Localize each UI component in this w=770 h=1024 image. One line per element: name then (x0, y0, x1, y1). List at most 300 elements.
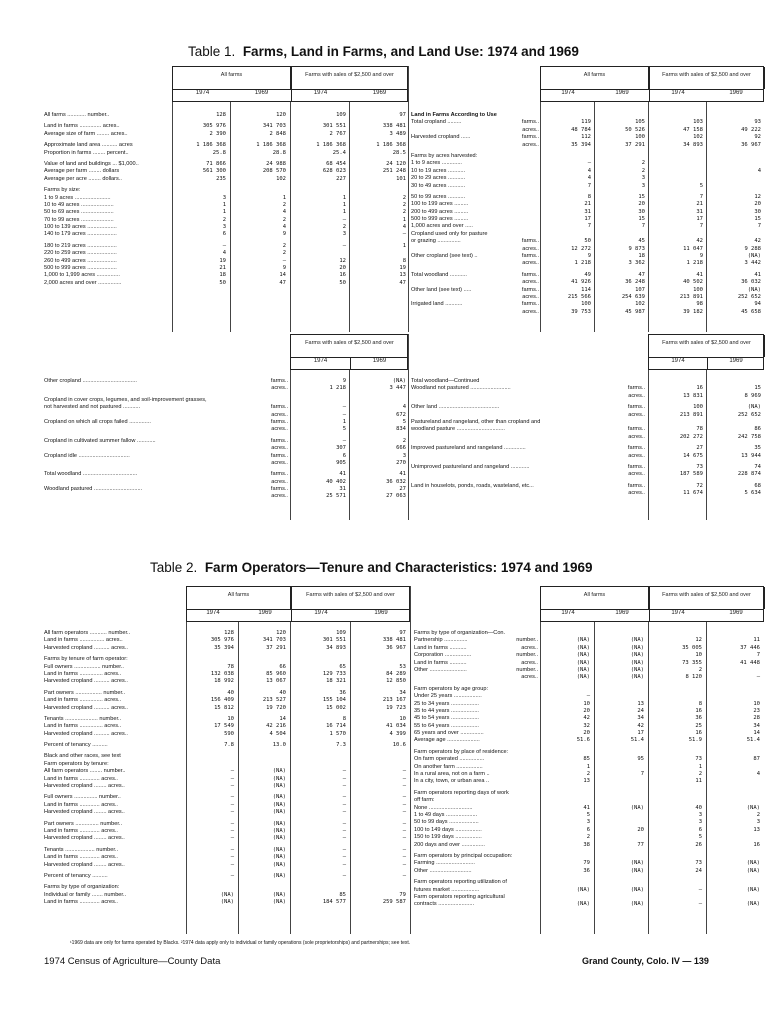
cell-value: 7 (641, 223, 645, 230)
cell-value: 8 (698, 700, 702, 707)
cell-value: 15 (754, 216, 761, 223)
table-row (44, 471, 410, 478)
cell-value: 7 (699, 223, 703, 230)
table-row (414, 737, 766, 744)
cell-value: 71 866 (206, 160, 226, 167)
cell-value: 78 (696, 426, 703, 433)
cell-value: 7.3 (336, 742, 346, 749)
cell-value: 590 (224, 730, 234, 737)
cell-value: (NA) (272, 854, 286, 861)
row-label: Land in farms ............. acres.. (44, 775, 118, 782)
cell-value: – (756, 674, 760, 681)
row-label: Land in farms .............. acres.. (44, 123, 120, 130)
cell-value: 49 (584, 271, 591, 278)
row-label: Farms by acres harvested: (411, 152, 478, 159)
row-label: Other land (see text) ..... (411, 286, 472, 293)
table-row (44, 195, 410, 202)
cell-value: 31 (339, 486, 346, 493)
cell-value: 26 (695, 841, 702, 848)
cell-value: 1 570 (329, 730, 346, 737)
cell-value: 119 (581, 119, 591, 126)
year-1969: 1969 (729, 610, 743, 616)
table-row (44, 854, 410, 861)
row-label: Farm operators by place of residence: (414, 748, 509, 755)
cell-value: 112 (581, 134, 591, 141)
cell-value: 114 (581, 286, 591, 293)
row-label: Average per acre ........ dollars.. (44, 175, 122, 182)
row-label: not harvested and not pastured ........... (44, 404, 141, 411)
table-row (411, 301, 765, 308)
cell-value: 2 (698, 666, 702, 673)
cell-value: (NA) (272, 801, 286, 808)
row-label: 150 to 199 days ................. (414, 834, 482, 841)
cell-value: 87 (753, 756, 760, 763)
cell-value: 41 (339, 471, 346, 478)
table-row (414, 853, 766, 860)
cell-value: – (342, 835, 346, 842)
cell-value: 672 (396, 411, 406, 418)
table-row (414, 778, 766, 785)
header-sales (291, 67, 409, 89)
cell-value: 1 (342, 194, 346, 201)
row-unit: acres.. (522, 293, 539, 300)
row-unit: number.. (516, 666, 538, 673)
cell-value: 5 (342, 426, 346, 433)
cell-value: 41 448 (740, 659, 760, 666)
cell-value: (NA) (272, 768, 286, 775)
cell-value: (NA) (630, 886, 644, 893)
cell-value: 13 944 (741, 452, 761, 459)
table-row (44, 385, 410, 392)
cell-value: 9 (699, 253, 703, 260)
row-unit: acres.. (271, 493, 288, 500)
row-unit: acres.. (521, 659, 538, 666)
row-label: 30 to 49 acres ........... (411, 182, 466, 189)
cell-value: – (402, 231, 406, 238)
table-row (414, 660, 766, 667)
cell-value: 5 634 (744, 490, 761, 497)
cell-value: 100 (581, 301, 591, 308)
table-row (44, 131, 410, 138)
cell-value: 36 248 (625, 279, 645, 286)
cell-value: 18 321 (326, 678, 346, 685)
cell-value: 11 674 (683, 490, 703, 497)
row-label: Harvested cropland ........ acres.. (44, 861, 125, 868)
cell-value: 7 (587, 182, 591, 189)
cell-value: 24 (695, 867, 702, 874)
row-label: 50 to 99 acres ........... (411, 193, 466, 200)
table-row (44, 217, 410, 224)
cell-value: 11 (695, 778, 702, 785)
cell-value: – (230, 846, 234, 853)
cell-value: – (342, 242, 346, 249)
table-row (44, 187, 410, 194)
t1-right2-header (648, 334, 764, 370)
table-row (414, 819, 766, 826)
table-row (411, 119, 765, 126)
cell-value: 16 (753, 841, 760, 848)
cell-value: 18 (219, 272, 226, 279)
t2-right-header (540, 586, 764, 622)
cell-value: (NA) (272, 783, 286, 790)
table-row (411, 464, 765, 471)
row-label: 100 to 139 acres ................... (44, 224, 117, 231)
cell-value: 77 (637, 841, 644, 848)
cell-value: 341 703 (262, 637, 286, 644)
header-label: Farms with sales of $2,500 and over (662, 592, 751, 598)
cell-value: – (282, 257, 286, 264)
cell-value: 51.9 (688, 737, 702, 744)
cell-value: – (342, 404, 346, 411)
cell-value: 228 874 (737, 471, 761, 478)
table-row (44, 847, 410, 854)
cell-value: 2 (342, 224, 346, 231)
cell-value: 40 402 (326, 478, 346, 485)
cell-value: (NA) (630, 659, 644, 666)
header-sales (649, 67, 765, 89)
table-row (411, 378, 765, 385)
cell-value: – (342, 809, 346, 816)
table-row (44, 828, 410, 835)
cell-value: 251 248 (382, 168, 406, 175)
cell-value: 2 (641, 167, 645, 174)
header-label: Farms with sales of $2,500 and over (306, 592, 395, 598)
row-unit: farms.. (521, 238, 539, 245)
row-unit: acres.. (522, 141, 539, 148)
cell-value: (NA) (630, 860, 644, 867)
row-label: Land in Farms According to Use (411, 112, 497, 118)
t2-left-body (44, 630, 410, 907)
header-all-farms (541, 67, 649, 89)
cell-value: 28 (753, 715, 760, 722)
cell-value: 7 (640, 771, 644, 778)
table-row (411, 412, 765, 419)
cell-value: – (342, 794, 346, 801)
row-unit: acres.. (521, 674, 538, 681)
row-label: Under 25 years .................. (414, 693, 482, 700)
cell-value: 25 (695, 722, 702, 729)
cell-value: – (402, 835, 406, 842)
cell-value: 17 (696, 216, 703, 223)
cell-value: 102 (635, 301, 645, 308)
cell-value: 2 (698, 771, 702, 778)
t2-right-body (414, 630, 766, 909)
table-row (44, 862, 410, 869)
table-row (411, 393, 765, 400)
row-label: 45 to 54 years .................. (414, 715, 479, 722)
row-label: Pastureland and rangeland, other than cropland and (411, 418, 541, 425)
t1-right-body (411, 112, 765, 316)
row-unit: acres.. (628, 433, 645, 440)
table-row (411, 209, 765, 216)
table1-title (188, 44, 579, 59)
table-row (44, 697, 410, 704)
row-label: Harvested cropland .......... acres.. (44, 644, 128, 651)
header-label: All farms (220, 72, 243, 78)
table-row (414, 630, 766, 637)
cell-value: – (342, 827, 346, 834)
row-label: 65 years and over ............... (414, 730, 484, 737)
header-sales (291, 587, 411, 609)
table-row (44, 168, 410, 175)
table-row (44, 690, 410, 697)
row-unit: acres.. (271, 385, 288, 392)
cell-value: 2 390 (209, 130, 226, 137)
cell-value: 38 (583, 841, 590, 848)
cell-value: 2 (402, 201, 406, 208)
cell-value: 102 (276, 175, 286, 182)
cell-value: 4 (402, 224, 406, 231)
row-unit: farms.. (627, 463, 645, 470)
table-row (411, 246, 765, 253)
cell-value: 9 (342, 378, 346, 384)
cell-value: 42 (637, 722, 644, 729)
cell-value: 14 (753, 730, 760, 737)
cell-value: 103 (693, 119, 703, 126)
cell-value: 79 (399, 891, 406, 898)
cell-value: – (342, 801, 346, 808)
cell-value: (NA) (576, 901, 590, 908)
row-unit: acres.. (271, 459, 288, 466)
cell-value: 4 504 (269, 730, 286, 737)
row-label: 100 to 149 days ................. (414, 826, 482, 833)
cell-value: – (230, 820, 234, 827)
cell-value: 45 987 (625, 308, 645, 315)
cell-value: – (342, 820, 346, 827)
table-row (411, 471, 765, 478)
cell-value: 78 (227, 663, 234, 670)
row-label: Land in farms ............. acres.. (44, 827, 118, 834)
row-label: Cropland idle ................................. (44, 452, 130, 459)
table-row (44, 209, 410, 216)
cell-value: 666 (396, 445, 406, 452)
cell-value: 3 (698, 811, 702, 818)
table-row (414, 771, 766, 778)
cell-value: – (230, 861, 234, 868)
cell-value: 10 (695, 652, 702, 659)
cell-value: 19 723 (386, 704, 406, 711)
table-row (44, 768, 410, 775)
cell-value: (NA) (746, 804, 760, 811)
cell-value: 40 (279, 689, 286, 696)
cell-value: 301 551 (322, 637, 346, 644)
row-label: Land in farms ............... acres.. (44, 670, 122, 677)
cell-value: 24 (637, 707, 644, 714)
row-unit: acres.. (521, 644, 538, 651)
cell-value: 16 (696, 385, 703, 392)
cell-value: 13.0 (272, 742, 286, 749)
cell-value: 128 (224, 630, 234, 636)
cell-value: 100 (635, 134, 645, 141)
table-row (414, 797, 766, 804)
cell-value: 3 (586, 819, 590, 826)
row-label: Percent of tenancy .......... (44, 872, 108, 879)
cell-value: 8 (342, 715, 346, 722)
table-row (44, 884, 410, 891)
table-row (414, 764, 766, 771)
cell-value: 35 394 (571, 141, 591, 148)
row-unit: farms.. (270, 418, 288, 425)
row-unit: farms.. (627, 385, 645, 392)
cell-value: (NA) (630, 644, 644, 651)
cell-value: 34 893 (683, 141, 703, 148)
cell-value: 3 (756, 819, 760, 826)
cell-value: 19 (219, 257, 226, 264)
row-label: Cropland used only for pasture (411, 230, 488, 237)
row-unit: acres.. (271, 411, 288, 418)
table-row (414, 812, 766, 819)
cell-value: 5 (699, 182, 703, 189)
cell-value: 561 300 (202, 168, 226, 175)
table1-number: Table 1. (188, 44, 236, 59)
table-row (414, 674, 766, 681)
row-unit: acres.. (628, 392, 645, 399)
cell-value: (NA) (576, 666, 590, 673)
row-label: Tenants ................... number.. (44, 846, 118, 853)
cell-value: 35 005 (682, 644, 702, 651)
row-label: Full owners ............... number.. (44, 794, 121, 801)
table-row (44, 224, 410, 231)
cell-value: 40 (227, 689, 234, 696)
cell-value: 14 675 (683, 452, 703, 459)
table-row (44, 678, 410, 685)
cell-value: (NA) (630, 674, 644, 681)
cell-value: – (402, 801, 406, 808)
cell-value: 66 (279, 663, 286, 670)
cell-value: 8 (587, 193, 591, 200)
table-row (44, 453, 410, 460)
row-label: 50 to 99 days ................... (414, 819, 479, 826)
table-row (44, 243, 410, 250)
cell-value: 7 (587, 223, 591, 230)
cell-value: 2 (402, 194, 406, 201)
cell-value: 40 502 (683, 279, 703, 286)
table-row (411, 404, 765, 411)
table-row (414, 842, 766, 849)
cell-value: 28.5 (392, 149, 406, 156)
header-label: All farms (227, 592, 250, 598)
cell-value: 6 (222, 231, 226, 238)
row-label: Farms by type of organization—Con. (414, 630, 506, 636)
cell-value: 36 032 (386, 478, 406, 485)
table-row (414, 834, 766, 841)
row-label: Part owners ............... number.. (44, 820, 123, 827)
table-row (414, 860, 766, 867)
cell-value: – (587, 160, 591, 167)
cell-value: 1 218 (329, 385, 346, 392)
row-label: Full owners ................. number.. (44, 663, 124, 670)
cell-value: 4 (282, 224, 286, 231)
t1-right2-body (411, 378, 765, 497)
table-row (44, 821, 410, 828)
cell-value: (NA) (576, 644, 590, 651)
row-label: Total woodland—Continued (411, 378, 480, 384)
cell-value: 341 703 (262, 123, 286, 130)
cell-value: – (230, 783, 234, 790)
cell-value: 17 549 (214, 723, 234, 730)
t1-left-body (44, 112, 410, 287)
row-label: futures market .................. (414, 886, 480, 893)
cell-value: – (230, 794, 234, 801)
row-label: None ............................ (414, 804, 473, 811)
cell-value: 1 (282, 194, 286, 201)
cell-value: 97 (399, 630, 406, 636)
row-unit: farms.. (270, 471, 288, 478)
header-label: All farms (583, 592, 606, 598)
table-row (414, 701, 766, 708)
row-unit: farms.. (521, 301, 539, 308)
row-label: Farm operators reporting utilization of (414, 879, 507, 886)
row-label: 25 to 34 years .................. (414, 700, 479, 707)
cell-value: 2 (586, 834, 590, 841)
cell-value: 25.8 (212, 149, 226, 156)
cell-value: 2 (282, 201, 286, 208)
cell-value: 9 (587, 253, 591, 260)
cell-value: 213 891 (679, 411, 703, 418)
cell-value: 84 289 (386, 670, 406, 677)
cell-value: 17 (637, 730, 644, 737)
cell-value: 73 (696, 463, 703, 470)
cell-value: 202 272 (679, 433, 703, 440)
row-unit: number.. (516, 637, 538, 644)
cell-value: 51.6 (576, 737, 590, 744)
cell-value: 41 (754, 271, 761, 278)
cell-value: 155 104 (322, 697, 346, 704)
table-row (411, 153, 765, 160)
cell-value: – (402, 794, 406, 801)
cell-value: 73 (695, 756, 702, 763)
cell-value: (NA) (220, 899, 234, 906)
year-1974: 1974 (561, 90, 575, 96)
row-label: Harvested cropland ........ acres.. (44, 783, 125, 790)
row-label: In a rural area, not on a farm .. (414, 771, 490, 778)
row-label: 1,000 acres and over ..... (411, 223, 473, 230)
cell-value: (NA) (272, 775, 286, 782)
cell-value: 1 186 368 (316, 142, 346, 149)
table-row (411, 127, 765, 134)
cell-value: 16 (695, 707, 702, 714)
cell-value: 3 489 (389, 130, 406, 137)
row-unit: acres.. (522, 279, 539, 286)
footnote: ¹1969 data are only for farms operated by Blacks. ²1974 data apply only to individual or family operations (sole proprietorships) and partnerships; see text. (70, 940, 411, 946)
table-row (44, 835, 410, 842)
table-row (414, 827, 766, 834)
cell-value: 15 (754, 385, 761, 392)
header-label: Farms with sales of $2,500 and over (662, 340, 751, 346)
year-1969: 1969 (615, 610, 629, 616)
table-row (44, 258, 410, 265)
row-label: 10 to 49 acres ..................... (44, 201, 114, 208)
cell-value: 12 (339, 257, 346, 264)
row-label: Land in farms ........... (414, 659, 467, 666)
cell-value: 8 (402, 257, 406, 264)
cell-value: 50 526 (625, 126, 645, 133)
cell-value: 2 (402, 209, 406, 216)
table-row (411, 168, 765, 175)
cell-value: 18 992 (214, 678, 234, 685)
cell-value: 14 (279, 272, 286, 279)
cell-value: 2 (641, 160, 645, 167)
table-row (44, 742, 410, 749)
cell-value: 47 158 (683, 126, 703, 133)
row-label: Other ........................ (414, 666, 467, 673)
year-1969: 1969 (729, 90, 743, 96)
row-label: 140 to 179 acres ................... (44, 231, 117, 238)
cell-value: 34 (637, 715, 644, 722)
cell-value: 213 891 (679, 293, 703, 300)
cell-value: 100 (693, 286, 703, 293)
cell-value: 12 (695, 637, 702, 644)
